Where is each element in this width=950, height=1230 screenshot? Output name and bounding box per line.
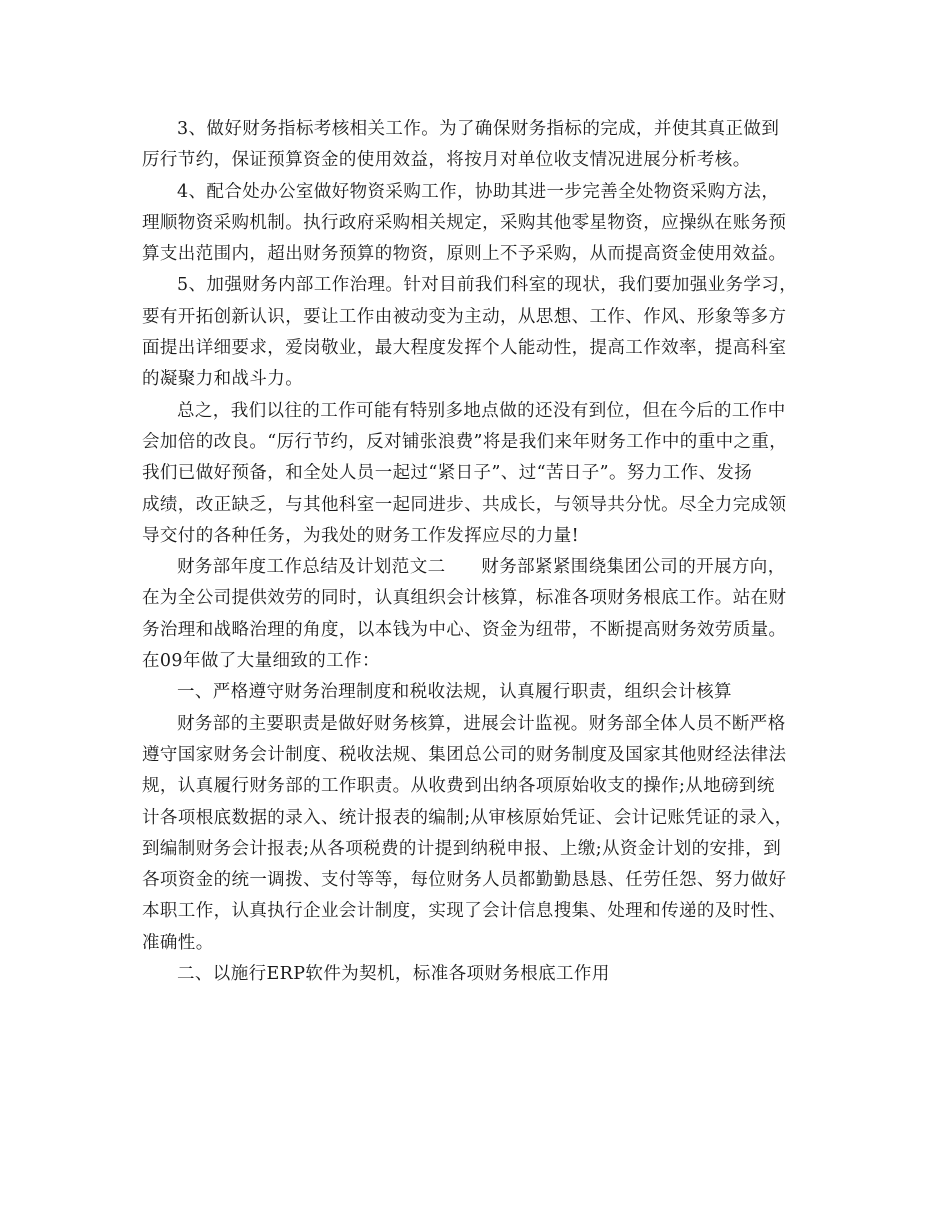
- paragraph: [142, 396, 822, 552]
- paragraph: [142, 114, 822, 177]
- text-line: 准确性。: [142, 932, 214, 953]
- text-line: 算支出范围内，超出财务预算的物资，原则上不予采购，从而提高资金使用效益。: [142, 244, 787, 265]
- text-line: 会加倍的改良。“厉行节约，反对铺张浪费”将是我们来年财务工作中的重中之重，: [142, 431, 788, 452]
- text-line: 在09年做了大量细致的工作：: [142, 651, 380, 672]
- text-line: 规，认真履行财务部的工作职责。从收费到出纳各项原始收支的操作;从地磅到统: [142, 776, 775, 797]
- paragraph: [142, 959, 822, 990]
- text-line: 到编制财务会计报表;从各项税费的计提到纳税申报、上缴;从资金计划的安排，到: [142, 838, 782, 859]
- text-line: 本职工作，认真执行企业会计制度，实现了会计信息搜集、处理和传递的及时性、: [142, 901, 787, 922]
- text-line: 3、做好财务指标考核相关工作。为了确保财务指标的完成，并使其真正做到: [177, 119, 780, 139]
- paragraph: [142, 270, 822, 395]
- document-body: [142, 114, 822, 990]
- text-line: 厉行节约，保证预算资金的使用效益，将按月对单位收支情况进展分析考核。: [142, 150, 751, 171]
- text-line: 要有开拓创新认识，要让工作由被动变为主动，从思想、工作、作风、形象等多方: [142, 306, 787, 327]
- text-line: 务治理和战略治理的角度，以本钱为中心、资金为纽带，不断提高财务效劳质量。: [142, 619, 787, 640]
- text-line: 成绩，改正缺乏，与其他科室一起同进步、共成长，与领导共分忧。尽全力完成领: [142, 494, 787, 515]
- text-line: 5、加强财务内部工作治理。针对目前我们科室的现状，我们要加强业务学习，: [177, 275, 798, 296]
- text-line: 计各项根底数据的录入、统计报表的编制;从审核原始凭证、会计记账凭证的录入，: [142, 807, 793, 828]
- text-line: 我们已做好预备，和全处人员一起过“紧日子”、过“苦日子”。努力工作、发扬: [142, 463, 753, 484]
- text-line: 总之，我们以往的工作可能有特别多地点做的还没有到位，但在今后的工作中: [177, 400, 786, 421]
- paragraph: [142, 677, 822, 708]
- text-line: 财务部的主要职责是做好财务核算，进展会计监视。财务部全体人员不断严格: [177, 713, 786, 734]
- text-line: 各项资金的统一调拨、支付等等，每位财务人员都勤勤恳恳、任劳任怨、努力做好: [142, 870, 787, 891]
- text-line: 遵守国家财务会计制度、税收法规、集团总公司的财务制度及国家其他财经法律法: [142, 744, 787, 765]
- text-line: 4、配合处办公室做好物资采购工作，协助其进一步完善全处物资采购方法，: [177, 181, 780, 202]
- text-line: 在为全公司提供效劳的同时，认真组织会计核算，标准各项财务根底工作。站在财: [142, 588, 787, 609]
- text-line: 导交付的各种任务，为我处的财务工作发挥应尽的力量!: [142, 525, 580, 546]
- text-line: 的凝聚力和战斗力。: [142, 369, 304, 390]
- paragraph: [142, 709, 822, 959]
- text-line: 面提出详细要求，爱岗敬业，最大程度发挥个人能动性，提高工作效率，提高科室: [142, 338, 787, 359]
- text-line: 财务部年度工作总结及计划范文二 财务部紧紧围绕集团公司的开展方向，: [177, 557, 786, 578]
- paragraph: [142, 552, 822, 677]
- text-line: 二、以施行ERP软件为契机，标准各项财务根底工作用: [177, 964, 610, 985]
- paragraph: [142, 177, 822, 271]
- text-line: 一、严格遵守财务治理制度和税收法规，认真履行职责，组织会计核算: [177, 682, 732, 703]
- text-line: 理顺物资采购机制。执行政府采购相关规定，采购其他零星物资，应操纵在账务预: [142, 212, 787, 233]
